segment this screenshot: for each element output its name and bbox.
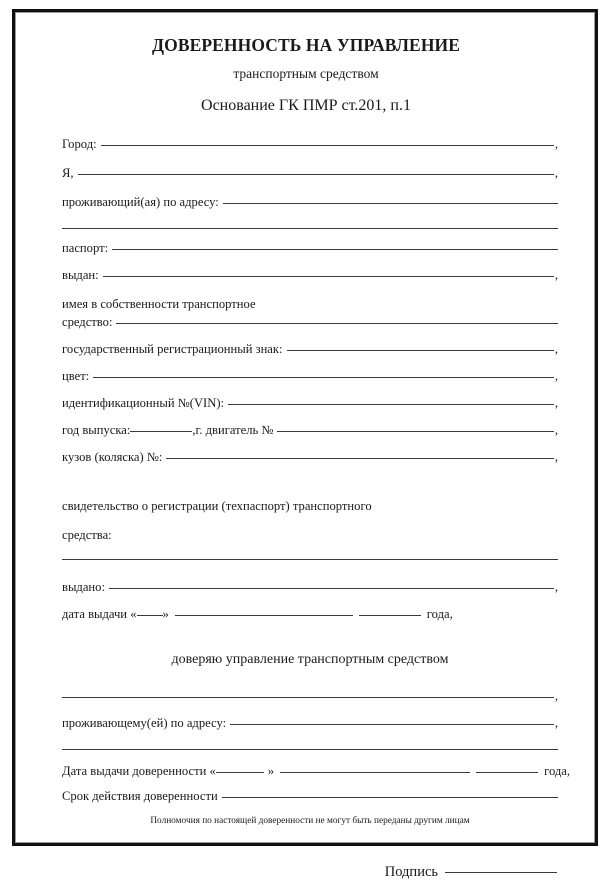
field-power-issue-date-label-pre: Дата выдачи доверенности « [62,764,216,779]
spacer [62,411,558,423]
spacer [62,667,558,689]
spacer [62,704,558,716]
field-principal-tail: , [554,165,558,180]
field-passport-input-rule[interactable] [112,249,558,250]
spacer [62,384,558,396]
field-plate-number-label: государственный регистрационный знак: [62,341,283,356]
field-year-and-engine-tail: , [554,422,558,437]
spacer [62,438,558,450]
spacer [62,229,558,241]
spacer [62,357,558,369]
field-color-input-rule[interactable] [93,377,554,378]
signature-row[interactable] [62,864,558,881]
field-passport-issued-by-label: выдан: [62,267,99,282]
field-city-label: Город: [62,136,97,151]
spacer [62,622,558,652]
field-cert-issued-by-input-rule[interactable] [109,588,554,589]
field-attorney-name-input-rule[interactable] [62,697,554,698]
field-plate-number[interactable] [62,342,558,357]
field-cert-issue-date-label-mid: » [162,606,169,621]
page-frame [12,9,598,881]
field-color-tail: , [554,368,558,383]
field-principal-label: Я, [62,165,74,180]
signature-label: Подпись [384,864,438,881]
spacer [62,779,558,789]
field-cert-issue-year-rule[interactable] [359,615,421,616]
spacer [62,595,558,607]
page-subtitle: транспортным средством [233,66,379,82]
field-principal[interactable] [62,166,558,181]
registration-certificate-line2: средства: [62,527,112,542]
spacer [62,152,558,166]
field-body-number-input-rule[interactable] [166,458,553,459]
field-passport-issued-by-tail: , [554,267,558,282]
field-vin[interactable] [62,396,558,411]
page-frame-inner-border [15,12,595,881]
field-residing-at-input-rule[interactable] [223,203,558,204]
spacer [62,210,558,228]
field-passport-issued-by-input-rule[interactable] [103,276,554,277]
authorization-statement: доверяю управление транспортным средством [171,651,449,667]
field-body-number-label: кузов (коляска) №: [62,449,163,464]
spacer [62,514,558,528]
field-power-issue-year-word: года, [544,764,571,779]
field-vin-input-rule[interactable] [228,404,554,405]
field-color-label: цвет: [62,368,90,383]
field-cert-issue-month-rule[interactable] [175,615,353,616]
field-principal-input-rule[interactable] [78,174,554,175]
page-title: ДОВЕРЕННОСТЬ НА УПРАВЛЕНИЕ [151,35,461,55]
spacer [62,543,558,559]
spacer [62,750,558,764]
field-residing-at[interactable] [62,195,558,210]
field-power-issue-day-rule[interactable] [216,772,264,773]
field-attorney-residing-at-tail: , [554,716,558,731]
field-year-label: год выпуска: [62,422,131,437]
field-passport-label: паспорт: [62,240,109,255]
spacer [62,804,558,816]
field-attorney-name-tail: , [554,689,558,704]
field-attorney-residing-at[interactable] [62,716,558,731]
field-owned-vehicle-input-rule[interactable] [116,323,558,324]
spacer [62,465,558,499]
field-cert-issue-date[interactable] [62,607,558,622]
field-engine-input-rule[interactable] [277,431,553,432]
field-validity-period[interactable] [62,789,558,804]
field-cert-issued-by-tail: , [554,579,558,594]
field-cert-issue-date-label-pre: дата выдачи « [62,606,137,621]
field-city-tail: , [554,136,558,151]
field-validity-period-label: Срок действия доверенности [62,789,218,804]
field-body-number-tail: , [554,449,558,464]
field-cert-issued-by-label: выдано: [62,579,105,594]
field-power-issue-year-rule[interactable] [476,772,538,773]
legal-basis-line: Основание ГК ПМР ст.201, п.1 [201,97,411,115]
field-plate-number-tail: , [554,341,558,356]
field-cert-issue-day-rule[interactable] [137,615,163,616]
field-passport[interactable] [62,241,558,256]
field-owned-vehicle[interactable] [62,315,558,330]
spacer [62,256,558,268]
spacer [62,560,558,580]
field-vin-tail: , [554,395,558,410]
spacer [62,283,558,297]
field-attorney-residing-at-input-rule[interactable] [230,724,554,725]
non-transferable-notice: Полномочия по настоящей доверенности не могут быть переданы другим лицам [150,816,470,827]
field-power-issue-month-rule[interactable] [280,772,470,773]
field-cert-issue-year-word: года, [426,606,453,621]
spacer [62,731,558,749]
field-vin-label: идентификационный №(VIN): [62,395,225,410]
spacer [62,330,558,342]
field-power-issue-date-label-mid: » [267,764,275,779]
field-city[interactable] [62,137,558,152]
field-power-issue-date[interactable] [62,764,571,779]
field-attorney-residing-at-label: проживающему(ей) по адресу: [62,716,227,731]
field-cert-issued-by[interactable] [62,580,558,595]
field-plate-number-input-rule[interactable] [287,350,554,351]
field-owned-vehicle-label: средство: [62,314,113,329]
field-body-number[interactable] [62,450,558,465]
field-residing-at-label: проживающий(ая) по адресу: [62,194,219,209]
spacer [62,181,558,195]
field-year-and-engine[interactable] [62,423,558,438]
field-color[interactable] [62,369,558,384]
spacer [62,826,558,864]
field-owned-vehicle-line1: имея в собственности транспортное [62,296,256,311]
field-engine-label: ,г. двигатель № [192,422,274,437]
field-validity-period-input-rule[interactable] [222,797,558,798]
field-city-input-rule[interactable] [101,145,554,146]
field-passport-issued-by[interactable] [62,268,558,283]
document-sheet [16,13,596,881]
signature-input-rule[interactable] [445,872,557,873]
registration-certificate-line1: свидетельство о регистрации (техпаспорт) транспортного [62,498,372,513]
form-body [16,137,596,881]
field-attorney-name[interactable] [62,689,558,704]
field-year-input-rule[interactable] [130,431,192,432]
